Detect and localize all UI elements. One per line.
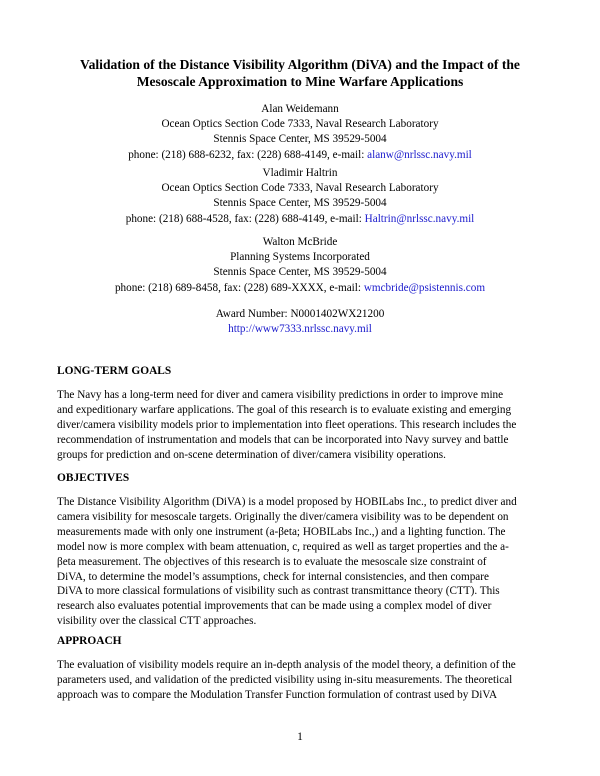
author-contact-text: phone: (218) 688-4528, fax: (228) 688-4149, e-mail: bbox=[125, 212, 365, 225]
paragraph-line: research also evaluates potential improvements that can be made using a complex model of diver bbox=[57, 600, 492, 613]
author-contact-text: phone: (218) 688-6232, fax: (228) 688-4149, e-mail: bbox=[128, 148, 368, 161]
author-email-link[interactable]: wmcbride@psistennis.com bbox=[363, 281, 486, 294]
award-block bbox=[40, 307, 560, 337]
author-name: Vladimir Haltrin bbox=[262, 167, 338, 179]
section-heading-objectives: OBJECTIVES bbox=[57, 472, 130, 484]
author-email-link[interactable]: alanw@nrlssc.navy.mil bbox=[367, 148, 472, 161]
author-block-mcbride bbox=[40, 235, 560, 296]
author-affiliation: Ocean Optics Section Code 7333, Naval Research Laboratory bbox=[161, 118, 439, 131]
author-block-weidemann bbox=[40, 102, 560, 163]
title-line-1: Validation of the Distance Visibility Algorithm (DiVA) and the Impact of the bbox=[80, 57, 520, 72]
approach-paragraph bbox=[57, 658, 549, 703]
author-address: Stennis Space Center, MS 39529-5004 bbox=[213, 133, 387, 146]
paragraph-line: and expeditionary warfare applications. The goal of this research is to evaluate existing and emerging bbox=[57, 403, 512, 416]
author-contact bbox=[40, 281, 560, 296]
author-name: Alan Weidemann bbox=[261, 103, 339, 115]
paragraph-line: The Distance Visibility Algorithm (DiVA) is a model proposed by HOBILabs Inc., to predict diver and bbox=[57, 496, 517, 508]
author-contact-text: phone: (218) 689-8458, fax: (228) 689-XXXX, e-mail: bbox=[114, 281, 364, 294]
paragraph-line: βeta measurement. The objectives of this research is to evaluate the mesoscale size constraint of bbox=[57, 555, 487, 568]
paragraph-line: DiVA, to determine the model’s assumptions, check for internal consistencies, and then compare bbox=[57, 570, 489, 583]
project-url-link[interactable]: http://www7333.nrlssc.navy.mil bbox=[228, 323, 372, 336]
paragraph-line: approach was to compare the Modulation Transfer Function formulation of contrast used by DiVA bbox=[57, 688, 498, 701]
paragraph-line: camera visibility for mesoscale targets. Originally the diver/camera visibility was to be dependent on bbox=[57, 510, 509, 523]
award-number: Award Number: N0001402WX21200 bbox=[215, 308, 385, 320]
paragraph-line: groups for prediction and on-scene determination of diver/camera visibility operations. bbox=[57, 448, 446, 461]
page-number: 1 bbox=[297, 731, 303, 743]
goals-paragraph bbox=[57, 388, 549, 463]
paragraph-line: recommendation of instrumentation and models that can be incorporated into Navy survey and battle bbox=[57, 433, 509, 446]
paragraph-line: model now is more complex with beam attenuation, c, required as well as target properties and the a- bbox=[57, 540, 509, 553]
author-email-link[interactable]: Haltrin@nrlssc.navy.mil bbox=[364, 212, 475, 225]
author-address: Stennis Space Center, MS 39529-5004 bbox=[213, 266, 387, 279]
section-heading-goals: LONG-TERM GOALS bbox=[57, 365, 172, 377]
author-affiliation: Ocean Optics Section Code 7333, Naval Research Laboratory bbox=[161, 182, 439, 195]
section-heading-approach: APPROACH bbox=[57, 635, 122, 647]
paragraph-line: measurements made with only one instrument (a-βeta; HOBILabs Inc.,) and a lighting function. The bbox=[57, 525, 506, 538]
paragraph-line: visibility over the classical CTT approaches. bbox=[57, 615, 257, 628]
author-contact bbox=[40, 148, 560, 163]
author-affiliation: Planning Systems Incorporated bbox=[230, 251, 370, 264]
author-address: Stennis Space Center, MS 39529-5004 bbox=[213, 197, 387, 210]
paper-title bbox=[40, 56, 560, 90]
author-block-haltrin bbox=[40, 166, 560, 227]
author-name: Walton McBride bbox=[262, 236, 338, 248]
paragraph-line: The evaluation of visibility models require an in-depth analysis of the model theory, a definition of the bbox=[57, 659, 516, 671]
paragraph-line: DiVA to more classical formulations of visibility such as contrast transmittance theory (CTT). This bbox=[57, 585, 500, 598]
paragraph-line: parameters used, and validation of the predicted visibility using in-situ measurements. The theoretical bbox=[57, 673, 513, 686]
paragraph-line: diver/camera visibility models prior to implementation into fleet operations. This research includes the bbox=[57, 418, 517, 431]
title-line-2: Mesoscale Approximation to Mine Warfare Applications bbox=[136, 74, 464, 89]
author-contact bbox=[40, 212, 560, 227]
objectives-paragraph bbox=[57, 495, 549, 629]
paragraph-line: The Navy has a long-term need for diver and camera visibility predictions in order to improve mine bbox=[57, 389, 504, 401]
